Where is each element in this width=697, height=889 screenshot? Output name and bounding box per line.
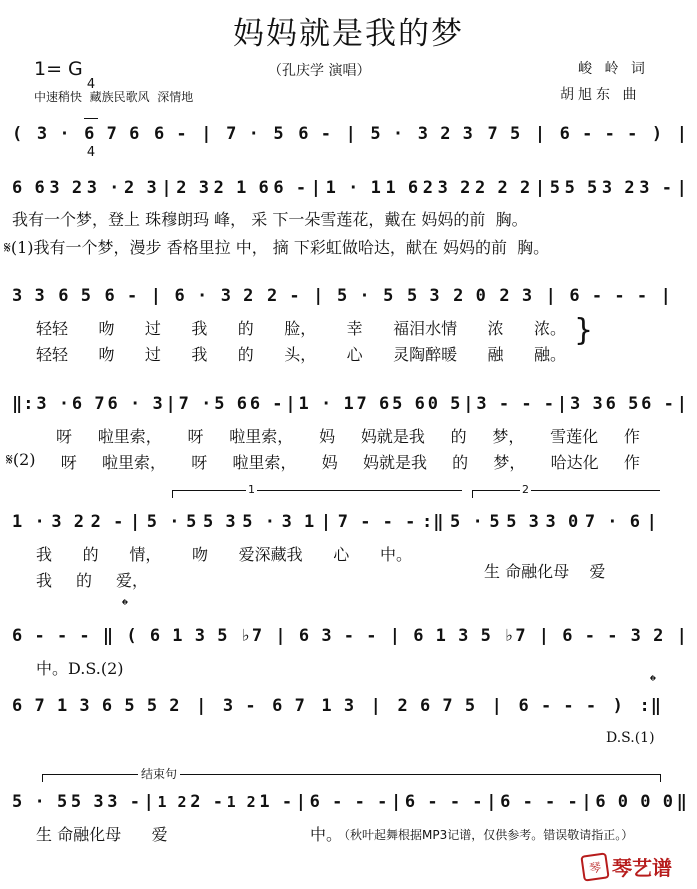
notation-row-1 [12, 174, 688, 202]
note-group: 6 - - [562, 626, 619, 646]
lyric-ending-2-row-4: 生 命融化母 爱 [484, 562, 606, 581]
barline: | [534, 124, 547, 144]
lyric-word: 妈就是我 [360, 427, 425, 446]
note-group: 5 3 [506, 512, 540, 532]
lyric-word: 梦， [492, 427, 525, 446]
barline: | [161, 178, 173, 198]
note-group: 7 6 [356, 394, 391, 414]
note-group: 6 - - - [12, 626, 91, 646]
note-group: 5 [186, 512, 198, 532]
ending-bracket-hook-right [660, 774, 661, 782]
note-group: 5 [489, 512, 501, 532]
lyric-word: 啦里索， [229, 427, 294, 446]
note-group: 7 · [226, 124, 260, 144]
note-group: 6 0 0 0 [595, 792, 674, 812]
repeat-start: ‖: [12, 394, 35, 414]
barline: | [310, 178, 322, 198]
lyric-verse-2-row-4 [36, 568, 148, 591]
note-group: 6 - [104, 286, 139, 306]
barline: | [275, 626, 287, 646]
note-group: 6 3 - - [298, 626, 378, 646]
volta-2-hook [472, 490, 473, 498]
singer-credit: （孔庆学 演唱） [268, 63, 371, 79]
note-group: 7 5 [487, 124, 522, 144]
note-group: 3 · [36, 124, 71, 144]
lyric-word: 过 [144, 319, 161, 338]
lyric-word: 妈 [319, 427, 336, 446]
note-group: 5 [273, 124, 285, 144]
tempo-style: 中速稍快 藏族民歌风 深情地 [34, 90, 194, 104]
lyric-word: 吻 [98, 319, 115, 338]
key-signature: 1= G [34, 58, 83, 80]
lyric-word: 中。 [379, 545, 412, 564]
note-group: 2 - [266, 286, 301, 306]
grace-notes: 1 2 [157, 793, 188, 811]
note-group: 1 3 [321, 696, 356, 716]
barline: | [491, 696, 503, 716]
notation-row-intro [12, 120, 688, 148]
grace-notes: 1 2 [226, 793, 257, 811]
barline: | [463, 394, 475, 414]
lyric-word: 爱深藏我 [238, 545, 303, 564]
note-group: 6 - - - [569, 286, 649, 306]
barline: | [389, 626, 401, 646]
volta-1-hook [172, 490, 173, 498]
logo-icon: 琴 [580, 852, 609, 881]
lyric-row-5: 中。D.S.(2) [36, 659, 124, 678]
lyric-word: 作 [623, 453, 640, 472]
lyric-word: 雪莲化 [550, 427, 599, 446]
lyric-word: 我 [191, 319, 208, 338]
note-group: 6 - [298, 124, 332, 144]
note-group: 5 6 [214, 394, 248, 414]
lyric-word: 幸 [346, 319, 363, 338]
note-group: 3 - [639, 178, 673, 198]
lyric-word: 呀 [191, 453, 208, 472]
lyric-verse-2-row-1: 𝄋(1)我有一个梦，漫步 香格里拉 中， 摘 下彩虹做哈达，献在 妈妈的前 胸。 [4, 238, 550, 257]
barline: | [143, 792, 155, 812]
barline: | [676, 394, 688, 414]
note-group: 2 0 [453, 286, 487, 306]
note-group: 2 - [90, 512, 125, 532]
note-group: 2 3 [124, 178, 158, 198]
note-group: 5 [549, 178, 561, 198]
barline: | [581, 792, 593, 812]
note-group: 6 · 3 [107, 394, 164, 414]
note-group: 5 6 [392, 394, 426, 414]
note-group: ♭7 [240, 626, 264, 646]
note-group: 3 2 [601, 178, 636, 198]
note-group: 3 1 [281, 512, 316, 532]
note-group: 6 - - - [518, 696, 598, 716]
barline: | [285, 394, 297, 414]
note-group: 2 3 [499, 286, 534, 306]
note-group: 2 2 2 [475, 178, 532, 198]
barline: | [534, 178, 547, 198]
barline: | [196, 696, 208, 716]
note-group: 2 1 6 [213, 178, 270, 198]
notation-row-7 [12, 788, 688, 816]
lyric-word: 我 [191, 345, 208, 364]
lyric-word: 灵陶醉暖 [393, 345, 458, 364]
volta-2-line [472, 490, 660, 491]
barline: | [676, 626, 688, 646]
barline: | [660, 286, 672, 306]
lyric-word: 的 [237, 345, 254, 364]
note-group: 5 [383, 286, 395, 306]
volta-1-line [172, 490, 462, 491]
note-group: 6 - - - [404, 792, 484, 812]
barline: | [295, 792, 307, 812]
composer-credit: 胡旭东 曲 [560, 87, 641, 103]
note-group: 5 3 [202, 512, 237, 532]
note-group: 6 - - - [309, 792, 389, 812]
ending-label: 结束句 [138, 765, 180, 782]
lyric-word: 轻轻 [36, 319, 69, 338]
note-group: 2 [422, 178, 435, 198]
note-group: 6 7 1 3 6 5 5 2 [12, 696, 181, 716]
note-group: 6 - [273, 178, 308, 198]
lyric-ending-row: 生 命融化母 爱 [36, 825, 168, 844]
time-sig-bottom: 4 [86, 145, 96, 160]
lyric-word: 头， [284, 345, 317, 364]
interlude-open-paren: ( [126, 626, 138, 646]
note-group: 3 2 [437, 178, 472, 198]
lyric-word: 梦， [493, 453, 526, 472]
lyric-verse-2-row-2 [36, 342, 566, 365]
note-group: 5 · [450, 512, 484, 532]
repeat-end: :‖ [421, 512, 445, 532]
lyric-word: 妈就是我 [362, 453, 427, 472]
note-group: 3 0 [545, 512, 580, 532]
barline: | [538, 626, 551, 646]
intro-open-paren: ( [12, 124, 24, 144]
logo-text: 琴艺谱 [612, 856, 672, 880]
lyric-verse-1-row-1: 我有一个梦，登上 珠穆朗玛 峰， 采 下一朵雪莲花，戴在 妈妈的前 胸。 [12, 210, 528, 229]
transcription-note: （秋叶起舞根据MP3记谱，仅供参考。错误敬请指正。） [338, 828, 634, 842]
note-group: ♭7 [504, 626, 527, 646]
song-title: 妈妈就是我的梦 [233, 16, 464, 52]
barline: | [165, 394, 177, 414]
lyric-word: 妈 [321, 453, 338, 472]
lyric-word: 过 [144, 345, 161, 364]
note-group: 6 6 [12, 178, 46, 198]
final-barline: ‖ [676, 792, 688, 812]
note-group: 3 3 [12, 286, 46, 306]
notation-row-6 [12, 692, 662, 720]
note-group: 6 1 3 5 [413, 626, 492, 646]
double-barline: ‖ [102, 626, 115, 646]
notation-row-2 [12, 282, 672, 310]
lyric-verse-1-row-3 [56, 424, 640, 447]
interlude-close-paren: ) [612, 696, 624, 716]
lyric-word: 啦里索， [102, 453, 167, 472]
note-group: 6 7 [71, 394, 106, 414]
barline: | [676, 178, 688, 198]
lyric-verse-1-row-2 [36, 316, 566, 339]
repeat-end: :‖ [639, 696, 662, 716]
note-group: 3 · [86, 178, 121, 198]
barline: | [556, 394, 569, 414]
lyric-word: 呀 [187, 427, 204, 446]
lyric-word: 啦里索， [97, 427, 162, 446]
time-signature [84, 52, 98, 185]
time-sig-top: 4 [86, 77, 96, 92]
lyric-word: 我 [36, 545, 53, 564]
notation-row-4 [12, 508, 658, 536]
lyric-word: 融 [487, 345, 504, 364]
notation-row-5 [12, 622, 688, 650]
ending-bracket-hook-left [42, 774, 43, 782]
note-group: 1 · [12, 512, 46, 532]
lyric-word: 情， [129, 545, 162, 564]
lyric-ending-last-word: 中。 [310, 825, 343, 844]
lyric-word: 的 [82, 545, 99, 564]
note-group: 3 · [36, 394, 71, 414]
note-group: 5 · [370, 124, 405, 144]
note-group: 1 · 1 [298, 394, 355, 414]
notation-row-3 [12, 390, 688, 418]
note-group: 1 - [259, 792, 294, 812]
barline: | [545, 286, 557, 306]
note-group: 1 · 1 [325, 178, 382, 198]
note-group: 2 6 7 5 [397, 696, 477, 716]
barline: | [201, 124, 213, 144]
note-group: 6 5 [605, 394, 640, 414]
note-group: 3 2 [49, 178, 84, 198]
ending-bracket-line [42, 774, 660, 775]
note-group: 6 - - - [500, 792, 579, 812]
volta-2-label: 2 [522, 483, 529, 496]
lyric-word: 作 [623, 427, 640, 446]
note-group: 2 - [190, 792, 224, 812]
lyric-word: 呀 [60, 453, 77, 472]
site-logo [582, 852, 672, 881]
note-group: 5 3 [406, 286, 441, 306]
note-group: 6 - [249, 394, 284, 414]
segno-2-mark: 𝄋(2) [6, 450, 36, 469]
note-group: 5 · [336, 286, 371, 306]
lyric-word: 爱， [115, 571, 148, 590]
note-group: 6 7 6 [84, 124, 141, 144]
note-group: 7 - - - [337, 512, 417, 532]
note-group: 6 5 [58, 286, 92, 306]
barline: | [129, 512, 142, 532]
note-group: 3 - [222, 696, 257, 716]
barline: | [150, 286, 162, 306]
note-group: 3 2 [51, 512, 86, 532]
lyric-word: 心 [346, 345, 363, 364]
note-group: 7 · 6 [584, 512, 642, 532]
barline: | [646, 512, 658, 532]
note-group: 5 · [146, 512, 181, 532]
note-group: 3 3 [570, 394, 604, 414]
time-sig-line [84, 118, 98, 119]
note-group: 6 - - - [559, 124, 639, 144]
lyric-verse-2-row-3 [6, 450, 640, 473]
note-group: 6 - [153, 124, 188, 144]
lyric-word: 的 [450, 427, 467, 446]
lyric-word: 的 [452, 453, 469, 472]
lyric-word: 我 [36, 571, 53, 590]
intro-close-paren: ) [651, 124, 664, 144]
barline: | [313, 286, 325, 306]
note-group: 6 1 3 5 [149, 626, 229, 646]
lyric-word: 心 [333, 545, 350, 564]
note-group: 3 2 [220, 286, 255, 306]
barline: | [390, 792, 403, 812]
lyric-word: 吻 [98, 345, 115, 364]
lyric-word: 轻轻 [36, 345, 69, 364]
note-group: 3 2 [630, 626, 665, 646]
lyricist-credit: 峻 岭 词 [578, 61, 649, 77]
lyric-word: 吻 [191, 545, 208, 564]
note-group: 1 6 [385, 178, 420, 198]
lyric-word: 哈达化 [550, 453, 599, 472]
barline: | [320, 512, 333, 532]
note-group: 7 · [178, 394, 213, 414]
note-group: 6 - [641, 394, 675, 414]
note-group: 3 2 3 [417, 124, 474, 144]
note-group: 5 · [242, 512, 276, 532]
verse-brace: } [574, 313, 594, 348]
dal-segno-1-mark: D.S.(1) [606, 730, 655, 746]
note-group: 6 7 [272, 696, 306, 716]
lyric-word: 福泪水情 [393, 319, 458, 338]
barline: | [370, 696, 382, 716]
note-group: 3 - - - [476, 394, 556, 414]
barline: | [486, 792, 498, 812]
lyric-word: 呀 [56, 427, 73, 446]
note-group: 5 3 [70, 792, 105, 812]
note-group: 2 3 [176, 178, 210, 198]
coda-sign-icon: 𝄌 [122, 596, 128, 616]
volta-1-label: 1 [248, 483, 255, 496]
note-group: 3 - [107, 792, 141, 812]
coda-sign-icon: 𝄌 [650, 672, 656, 692]
lyric-word: 浓。 [533, 319, 566, 338]
lyric-word: 的 [237, 319, 254, 338]
lyric-word: 啦里索， [232, 453, 297, 472]
barline: | [676, 124, 688, 144]
lyric-word: 脸， [284, 319, 317, 338]
note-group: 5 5 [564, 178, 599, 198]
barline: | [345, 124, 357, 144]
lyric-word: 浓 [487, 319, 504, 338]
note-group: 5 · 5 [12, 792, 69, 812]
lyric-verse-1-row-4 [36, 542, 412, 565]
note-group: 6 · [174, 286, 209, 306]
lyric-word: 的 [75, 571, 92, 590]
lyric-word: 融。 [533, 345, 566, 364]
note-group: 0 5 [427, 394, 462, 414]
